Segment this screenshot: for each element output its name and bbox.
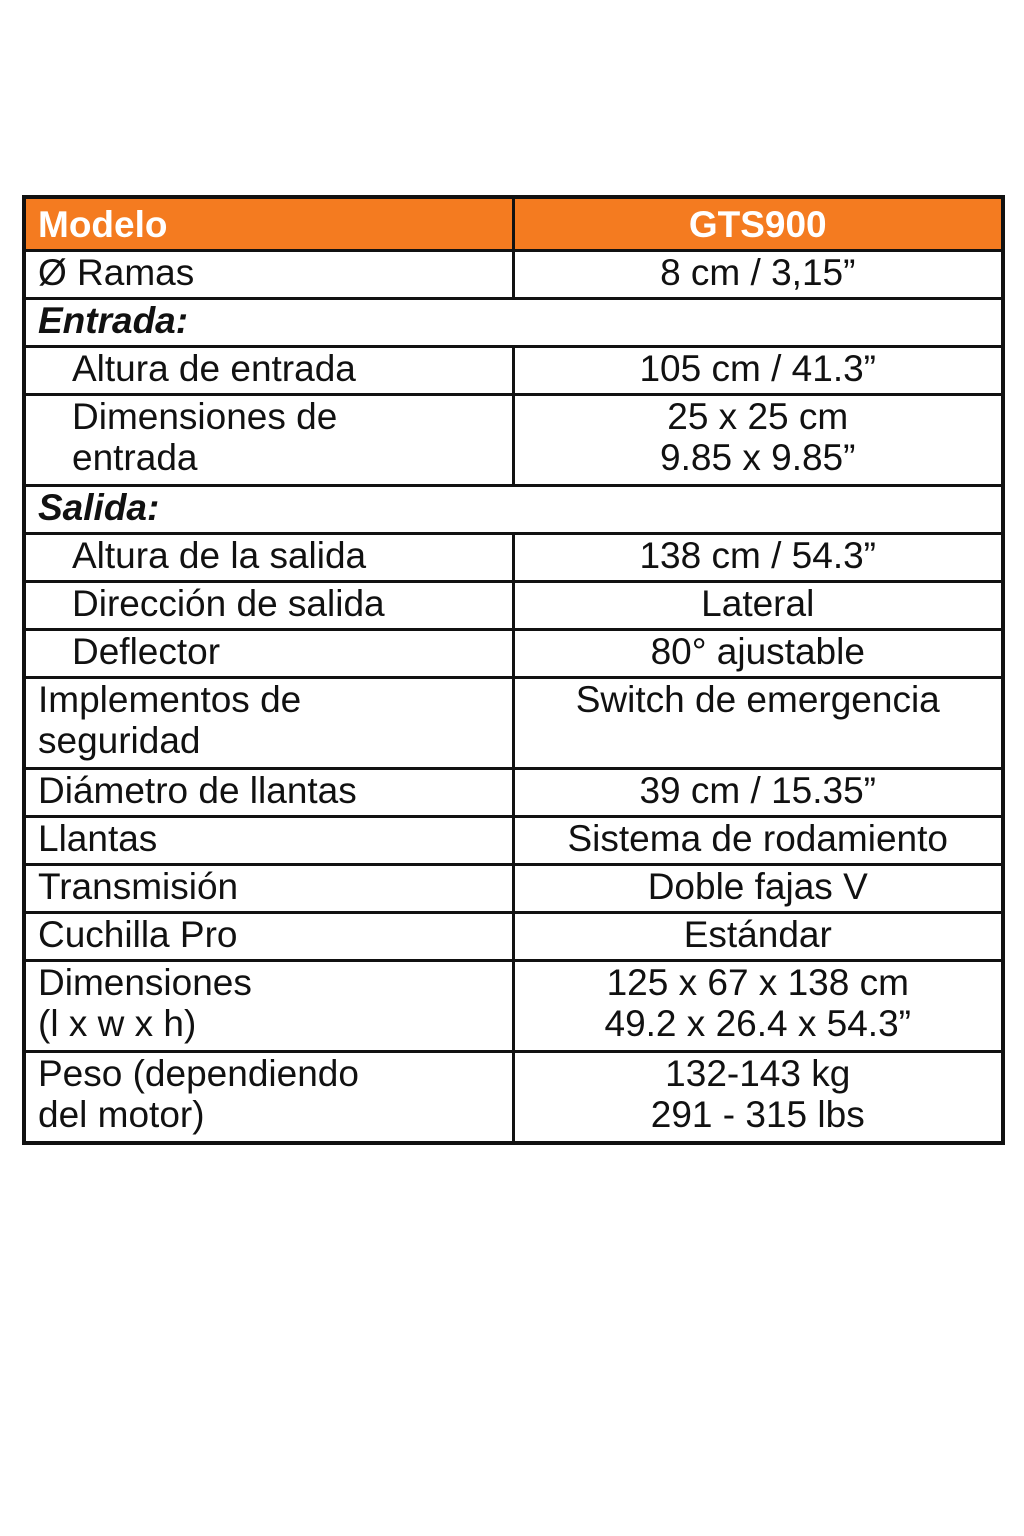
row-label: Ø Ramas bbox=[24, 251, 513, 299]
spec-table bbox=[22, 195, 1005, 1145]
table-row bbox=[24, 817, 1003, 865]
table-row bbox=[24, 534, 1003, 582]
header-label: Modelo bbox=[24, 197, 513, 251]
row-value: Doble fajas V bbox=[513, 865, 1003, 913]
section-title: Salida: bbox=[24, 486, 1003, 534]
table-row bbox=[24, 347, 1003, 395]
row-label-line: (l x w x h) bbox=[38, 1003, 197, 1044]
row-label: Altura de entrada bbox=[24, 347, 513, 395]
row-value bbox=[513, 961, 1003, 1052]
header-model: GTS900 bbox=[513, 197, 1003, 251]
row-label-line: Peso (dependiendo bbox=[38, 1053, 359, 1094]
row-label: Cuchilla Pro bbox=[24, 913, 513, 961]
header-row bbox=[24, 197, 1003, 251]
row-label-line: seguridad bbox=[38, 720, 201, 761]
row-label: Deflector bbox=[24, 630, 513, 678]
row-value-line: 9.85 x 9.85” bbox=[660, 437, 856, 478]
section-row-entrada bbox=[24, 299, 1003, 347]
row-value bbox=[513, 395, 1003, 486]
section-title: Entrada: bbox=[24, 299, 1003, 347]
row-label: Diámetro de llantas bbox=[24, 769, 513, 817]
table-row bbox=[24, 913, 1003, 961]
row-value: Estándar bbox=[513, 913, 1003, 961]
row-value: 105 cm / 41.3” bbox=[513, 347, 1003, 395]
table-row bbox=[24, 769, 1003, 817]
row-label bbox=[24, 395, 513, 486]
row-label bbox=[24, 961, 513, 1052]
row-label: Transmisión bbox=[24, 865, 513, 913]
row-value: 138 cm / 54.3” bbox=[513, 534, 1003, 582]
row-value: Switch de emergencia bbox=[513, 678, 1003, 769]
row-value-line: 125 x 67 x 138 cm bbox=[606, 962, 909, 1003]
table-row bbox=[24, 630, 1003, 678]
row-label-line: Dimensiones de bbox=[72, 396, 338, 437]
row-value-line: 132-143 kg bbox=[665, 1053, 851, 1094]
table-row bbox=[24, 582, 1003, 630]
row-label-line: Dimensiones bbox=[38, 962, 252, 1003]
row-label-line: Implementos de bbox=[38, 679, 302, 720]
row-label bbox=[24, 678, 513, 769]
row-value: Lateral bbox=[513, 582, 1003, 630]
table-row bbox=[24, 961, 1003, 1052]
row-value-line: 25 x 25 cm bbox=[667, 396, 849, 437]
table-row bbox=[24, 865, 1003, 913]
table-row bbox=[24, 678, 1003, 769]
row-value-line: 291 - 315 lbs bbox=[650, 1094, 865, 1135]
row-label: Llantas bbox=[24, 817, 513, 865]
row-value: 39 cm / 15.35” bbox=[513, 769, 1003, 817]
row-value-line: 49.2 x 26.4 x 54.3” bbox=[604, 1003, 911, 1044]
row-value: Sistema de rodamiento bbox=[513, 817, 1003, 865]
row-value: 80° ajustable bbox=[513, 630, 1003, 678]
row-label: Altura de la salida bbox=[24, 534, 513, 582]
row-label-line: del motor) bbox=[38, 1094, 205, 1135]
row-value: 8 cm / 3,15” bbox=[513, 251, 1003, 299]
row-value bbox=[513, 1052, 1003, 1144]
row-label-line: entrada bbox=[72, 437, 198, 478]
table-row bbox=[24, 395, 1003, 486]
table-row bbox=[24, 251, 1003, 299]
section-row-salida bbox=[24, 486, 1003, 534]
row-label bbox=[24, 1052, 513, 1144]
row-label: Dirección de salida bbox=[24, 582, 513, 630]
table-row bbox=[24, 1052, 1003, 1144]
